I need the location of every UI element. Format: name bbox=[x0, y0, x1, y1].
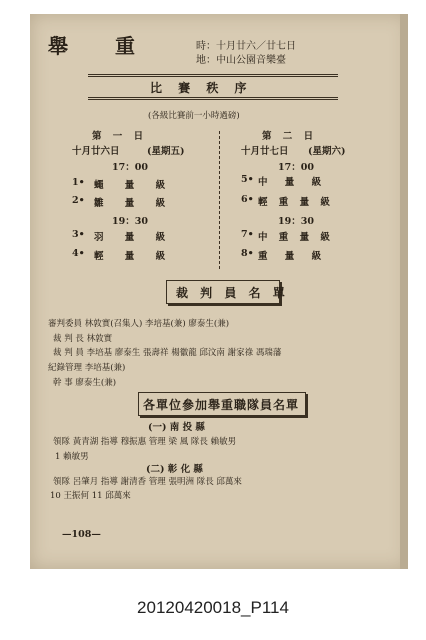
referee-row: 幹 事 廖泰生(兼) bbox=[53, 378, 117, 388]
day1-session1-time: 17：00 bbox=[112, 162, 148, 173]
schedule-heading: 比 賽 秩 序 bbox=[150, 81, 253, 95]
team-members: 1 賴敏男 bbox=[55, 452, 89, 462]
team-staff: 領隊 呂肇月 指導 謝清香 管理 張明洲 隊長 邱萬來 bbox=[53, 477, 242, 487]
page-number: —108— bbox=[62, 529, 101, 540]
day1-item-no: 3• bbox=[72, 229, 85, 240]
team-title: (二) 彰 化 縣 bbox=[146, 464, 203, 475]
day1-item-name: 輕 量 級 bbox=[94, 251, 166, 262]
day1-item-no: 4• bbox=[72, 248, 85, 259]
day1-item-no: 2• bbox=[72, 195, 85, 206]
weigh-in-note: (各級比賽前一小時過磅) bbox=[148, 111, 240, 121]
referee-row: 裁 判 員 李培基 廖泰生 張壽祥 楊徽龍 邱汶南 謝家祿 馮瑞藩 bbox=[53, 348, 282, 358]
day1-weekday: (星期五) bbox=[147, 146, 185, 157]
teams-heading: 各單位參加舉重職隊員名單 bbox=[143, 398, 300, 412]
referee-row: 紀錄管理 李培基(兼) bbox=[48, 363, 126, 373]
day1-item-no: 1• bbox=[72, 177, 85, 188]
event-time: 時：十月廿六／廿七日 bbox=[196, 41, 296, 52]
schedule-rule-top bbox=[88, 74, 338, 77]
day2-item-name: 中 量 級 bbox=[258, 177, 322, 188]
day2-item-name: 輕 重 量 級 bbox=[258, 197, 330, 208]
day1-item-name: 羽 量 級 bbox=[94, 232, 166, 243]
day2-item-name: 重 量 級 bbox=[258, 251, 322, 262]
day2-date: 十月廿七日 bbox=[241, 146, 289, 157]
referees-heading: 裁 判 員 名 單 bbox=[176, 286, 289, 300]
team-title: (一) 南 投 縣 bbox=[148, 422, 205, 433]
day2-item-no: 8• bbox=[241, 248, 254, 259]
page-spine bbox=[400, 14, 408, 569]
day2-weekday: (星期六) bbox=[308, 146, 346, 157]
event-venue: 地：中山公園音樂臺 bbox=[196, 55, 286, 66]
day1-item-name: 雛 量 級 bbox=[94, 198, 166, 209]
image-caption: 20120420018_P114 bbox=[137, 598, 289, 617]
team-members: 10 王振何 11 邱萬來 bbox=[50, 491, 131, 501]
day-divider bbox=[219, 131, 220, 269]
day1-item-name: 蠅 量 級 bbox=[94, 180, 166, 191]
day2-session1-time: 17：00 bbox=[278, 162, 314, 173]
day2-item-no: 6• bbox=[241, 194, 254, 205]
day1-session2-time: 19：30 bbox=[112, 216, 148, 227]
team-staff: 領隊 黃青湖 指導 穆振惠 管理 梁 風 隊長 賴敏男 bbox=[53, 437, 237, 447]
day2-item-name: 中 重 量 級 bbox=[258, 232, 330, 243]
day2-item-no: 5• bbox=[241, 174, 254, 185]
day1-date: 十月廿六日 bbox=[72, 146, 120, 157]
schedule-rule-bottom bbox=[88, 97, 338, 100]
referee-row: 裁 判 長 林敦實 bbox=[53, 334, 113, 344]
day2-label: 第 二 日 bbox=[262, 131, 318, 142]
day2-session2-time: 19：30 bbox=[278, 216, 314, 227]
day1-label: 第 一 日 bbox=[92, 131, 148, 142]
referee-row: 審判委員 林敦實(召集人) 李培基(兼) 廖泰生(兼) bbox=[48, 319, 230, 329]
event-title: 舉 重 bbox=[48, 34, 155, 58]
day2-item-no: 7• bbox=[241, 229, 254, 240]
